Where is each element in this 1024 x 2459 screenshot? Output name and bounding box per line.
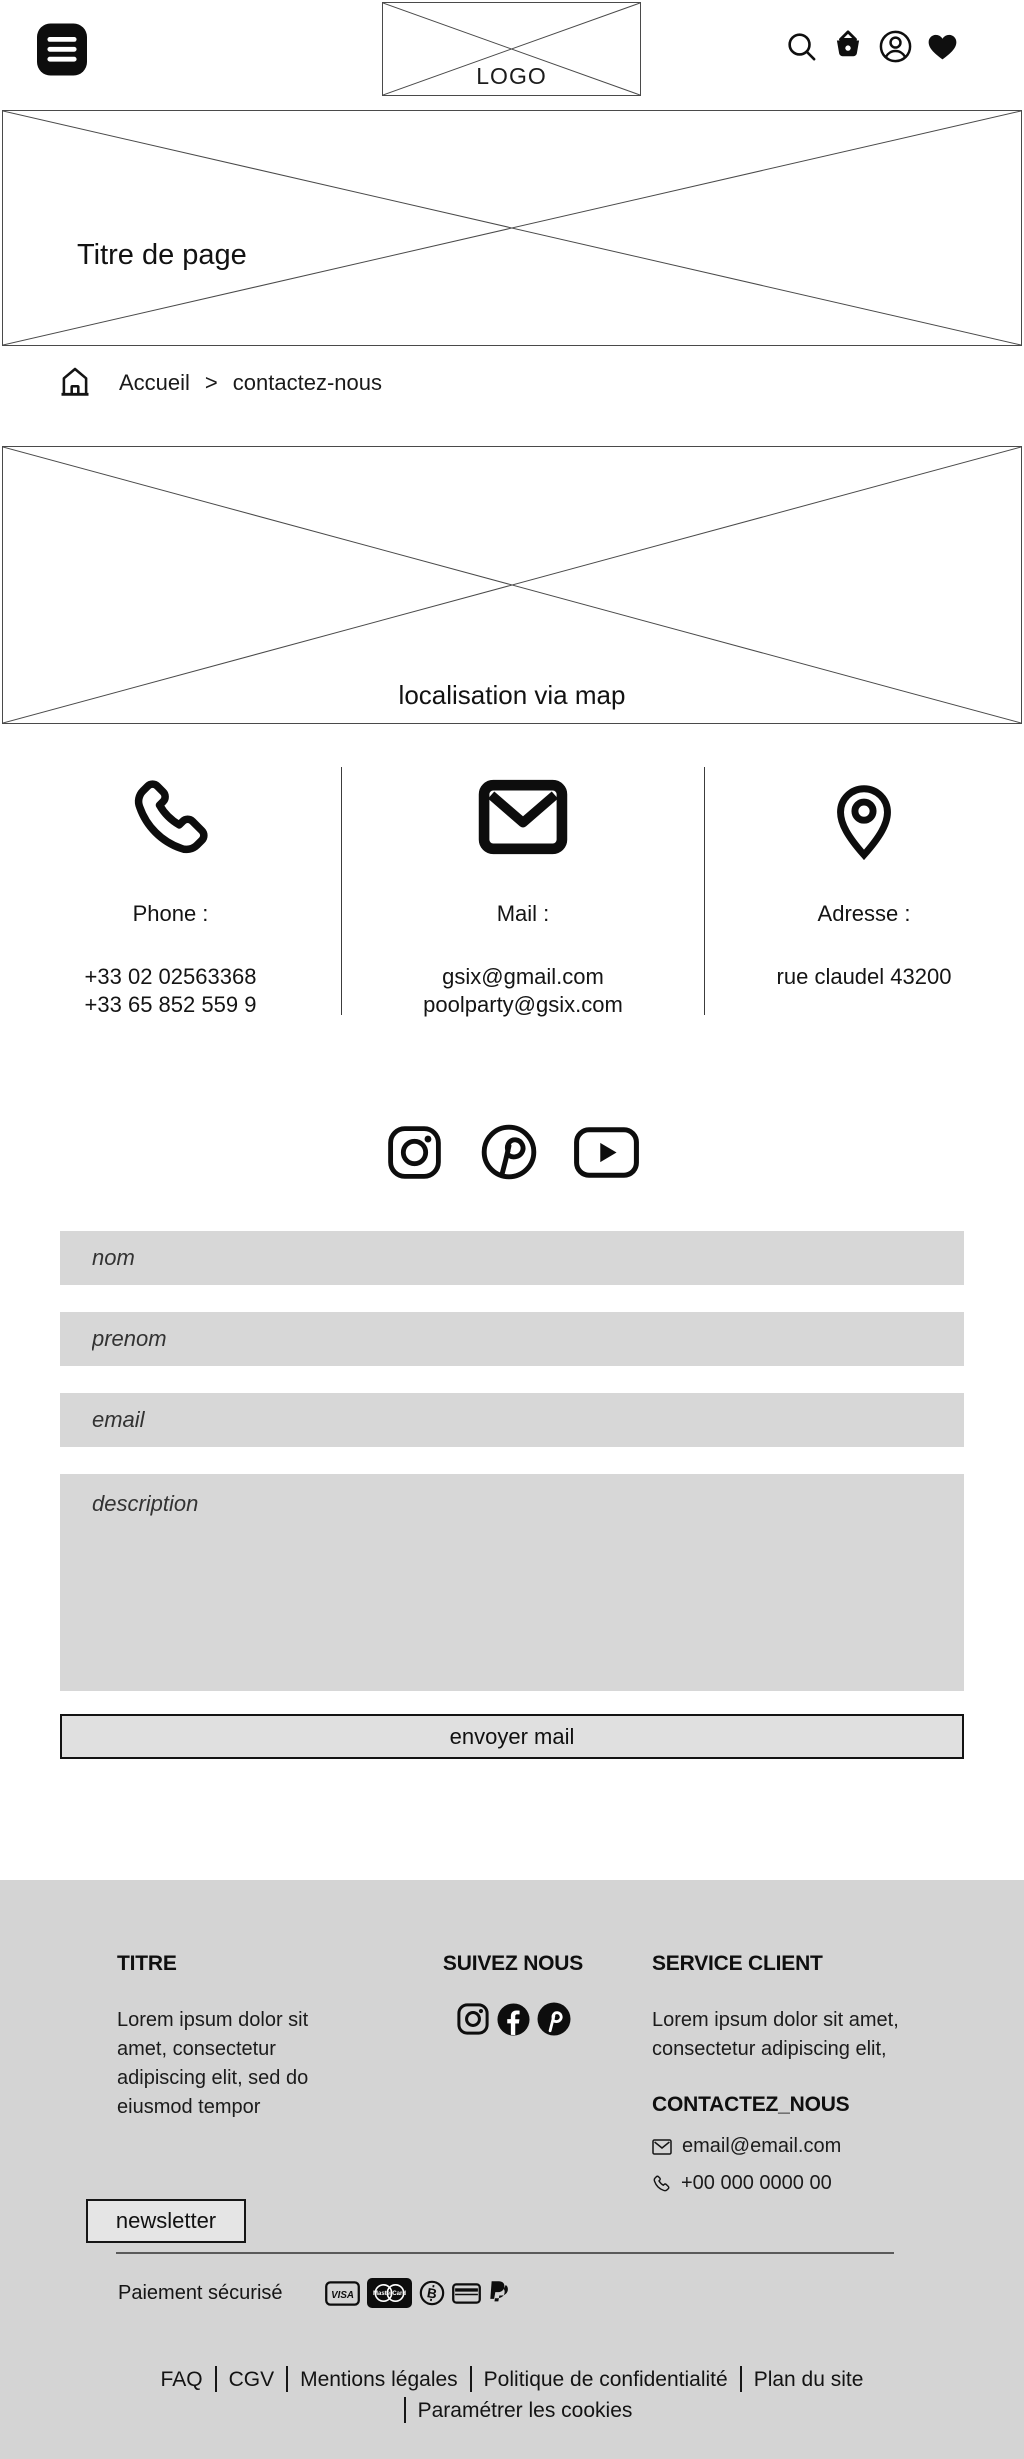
- account-button[interactable]: [878, 29, 913, 64]
- newsletter-button[interactable]: newsletter: [86, 2199, 246, 2243]
- link-separator: [470, 2366, 472, 2392]
- svg-text:B: B: [425, 2285, 437, 2302]
- payment-icons: [325, 2278, 510, 2308]
- mail-icon: [477, 778, 569, 856]
- phone-icon: [128, 774, 214, 860]
- envelope-icon: [652, 2139, 672, 2155]
- breadcrumb-separator: >: [205, 370, 218, 396]
- footer-link-politique-confidentialite[interactable]: Politique de confidentialité: [484, 2368, 728, 2391]
- footer-columns: [0, 1952, 1024, 2195]
- logo-label: LOGO: [383, 63, 640, 90]
- top-header: [0, 0, 1024, 97]
- footer-link-cgv[interactable]: CGV: [229, 2368, 275, 2391]
- footer-phone-value: +00 000 0000 00: [681, 2172, 832, 2195]
- footer-phone-row: [652, 2172, 962, 2195]
- link-separator: [740, 2366, 742, 2392]
- send-mail-button[interactable]: envoyer mail: [60, 1714, 964, 1759]
- home-icon: [57, 363, 93, 399]
- cart-button[interactable]: [830, 28, 866, 64]
- phone-label: Phone :: [0, 901, 341, 927]
- map-placeholder[interactable]: [2, 446, 1022, 724]
- footer-links-line-1: [0, 2364, 1024, 2395]
- page-title: Titre de page: [77, 239, 247, 272]
- footer-contact-heading: CONTACTEZ_NOUS: [652, 2093, 962, 2117]
- footer-follow-heading: SUIVEZ NOUS: [430, 1952, 596, 1976]
- footer-service-heading: SERVICE CLIENT: [652, 1952, 962, 1976]
- address-value: rue claudel 43200: [705, 963, 1023, 991]
- link-separator: [215, 2366, 217, 2392]
- logo-placeholder[interactable]: [382, 2, 641, 96]
- footer-links: [0, 2364, 1024, 2426]
- social-links-row: [0, 1121, 1024, 1183]
- youtube-link[interactable]: [573, 1126, 640, 1179]
- search-button[interactable]: [785, 30, 818, 63]
- svg-text:VISA: VISA: [331, 2289, 354, 2300]
- breadcrumb-home-link[interactable]: Accueil: [119, 370, 190, 396]
- footer-email-value: email@email.com: [682, 2135, 841, 2158]
- footer-instagram-link[interactable]: [455, 2001, 491, 2037]
- pinterest-link[interactable]: [478, 1121, 540, 1183]
- footer-facebook-link[interactable]: [496, 2002, 531, 2037]
- footer-link-faq[interactable]: FAQ: [161, 2368, 203, 2391]
- email-input[interactable]: [60, 1393, 964, 1447]
- breadcrumb-current: contactez-nous: [233, 370, 382, 396]
- search-icon: [785, 30, 818, 63]
- paypal-icon: [488, 2280, 510, 2306]
- footer-links-line-2: [0, 2395, 1024, 2426]
- prenom-input[interactable]: [60, 1312, 964, 1366]
- bitcoin-icon: [419, 2280, 445, 2306]
- footer-link-mentions-legales[interactable]: Mentions légales: [300, 2368, 458, 2391]
- mastercard-icon: [367, 2278, 412, 2308]
- contact-address-column: [705, 767, 1023, 1015]
- contact-form: [60, 1231, 964, 1759]
- footer: [0, 1880, 1024, 2459]
- link-separator: [286, 2366, 288, 2392]
- footer-title-column: [117, 1952, 313, 2195]
- header-actions: [785, 28, 960, 64]
- footer-service-text: Lorem ipsum dolor sit amet, consectetur adipiscing elit,: [652, 2006, 962, 2064]
- phone-number-2: +33 65 852 559 9: [0, 991, 341, 1019]
- heart-icon: [925, 29, 960, 64]
- mail-label: Mail :: [342, 901, 704, 927]
- instagram-icon: [384, 1122, 445, 1183]
- footer-divider: [116, 2252, 894, 2254]
- footer-pinterest-link[interactable]: [536, 2001, 572, 2037]
- credit-card-icon: [452, 2283, 481, 2304]
- account-icon: [878, 29, 913, 64]
- pinterest-icon: [478, 1121, 540, 1183]
- address-label: Adresse :: [705, 901, 1023, 927]
- mail-address-1: gsix@gmail.com: [342, 963, 704, 991]
- map-label: localisation via map: [3, 680, 1021, 711]
- nom-input[interactable]: [60, 1231, 964, 1285]
- basket-icon: [830, 28, 866, 64]
- breadcrumb-home-button[interactable]: [57, 363, 93, 402]
- phone-number-1: +33 02 02563368: [0, 963, 341, 991]
- secure-payment-label: Paiement sécurisé: [118, 2282, 283, 2305]
- phone-icon: [652, 2174, 671, 2193]
- pinterest-icon: [536, 2001, 572, 2037]
- payment-row: [118, 2278, 1024, 2308]
- footer-title-heading: TITRE: [117, 1952, 313, 1976]
- description-textarea[interactable]: [60, 1474, 964, 1691]
- page-banner-placeholder: [2, 110, 1022, 346]
- link-separator: [404, 2397, 406, 2423]
- facebook-icon: [496, 2002, 531, 2037]
- placeholder-cross: [3, 111, 1021, 345]
- footer-follow-column: [430, 1952, 596, 2195]
- instagram-link[interactable]: [384, 1122, 445, 1183]
- footer-link-parametrer-cookies[interactable]: Paramétrer les cookies: [418, 2399, 633, 2422]
- footer-title-text: Lorem ipsum dolor sit amet, consectetur adipiscing elit, sed do eiusmod tempor: [117, 2006, 313, 2122]
- contact-phone-column: [0, 767, 341, 1015]
- breadcrumb: [57, 363, 1024, 402]
- svg-text:MasterCard: MasterCard: [373, 2291, 406, 2297]
- footer-service-column: [652, 1952, 962, 2195]
- menu-button[interactable]: [37, 23, 87, 76]
- wishlist-button[interactable]: [925, 29, 960, 64]
- instagram-icon: [455, 2001, 491, 2037]
- footer-email-row: [652, 2135, 962, 2158]
- youtube-icon: [573, 1126, 640, 1179]
- location-pin-icon: [832, 774, 896, 860]
- footer-link-plan-du-site[interactable]: Plan du site: [754, 2368, 864, 2391]
- mail-address-2: poolparty@gsix.com: [342, 991, 704, 1019]
- contact-mail-column: [341, 767, 705, 1015]
- visa-icon: [325, 2281, 360, 2306]
- hamburger-icon: [37, 23, 87, 76]
- contact-info-section: [0, 767, 1024, 1015]
- footer-social-icons: [430, 2001, 596, 2037]
